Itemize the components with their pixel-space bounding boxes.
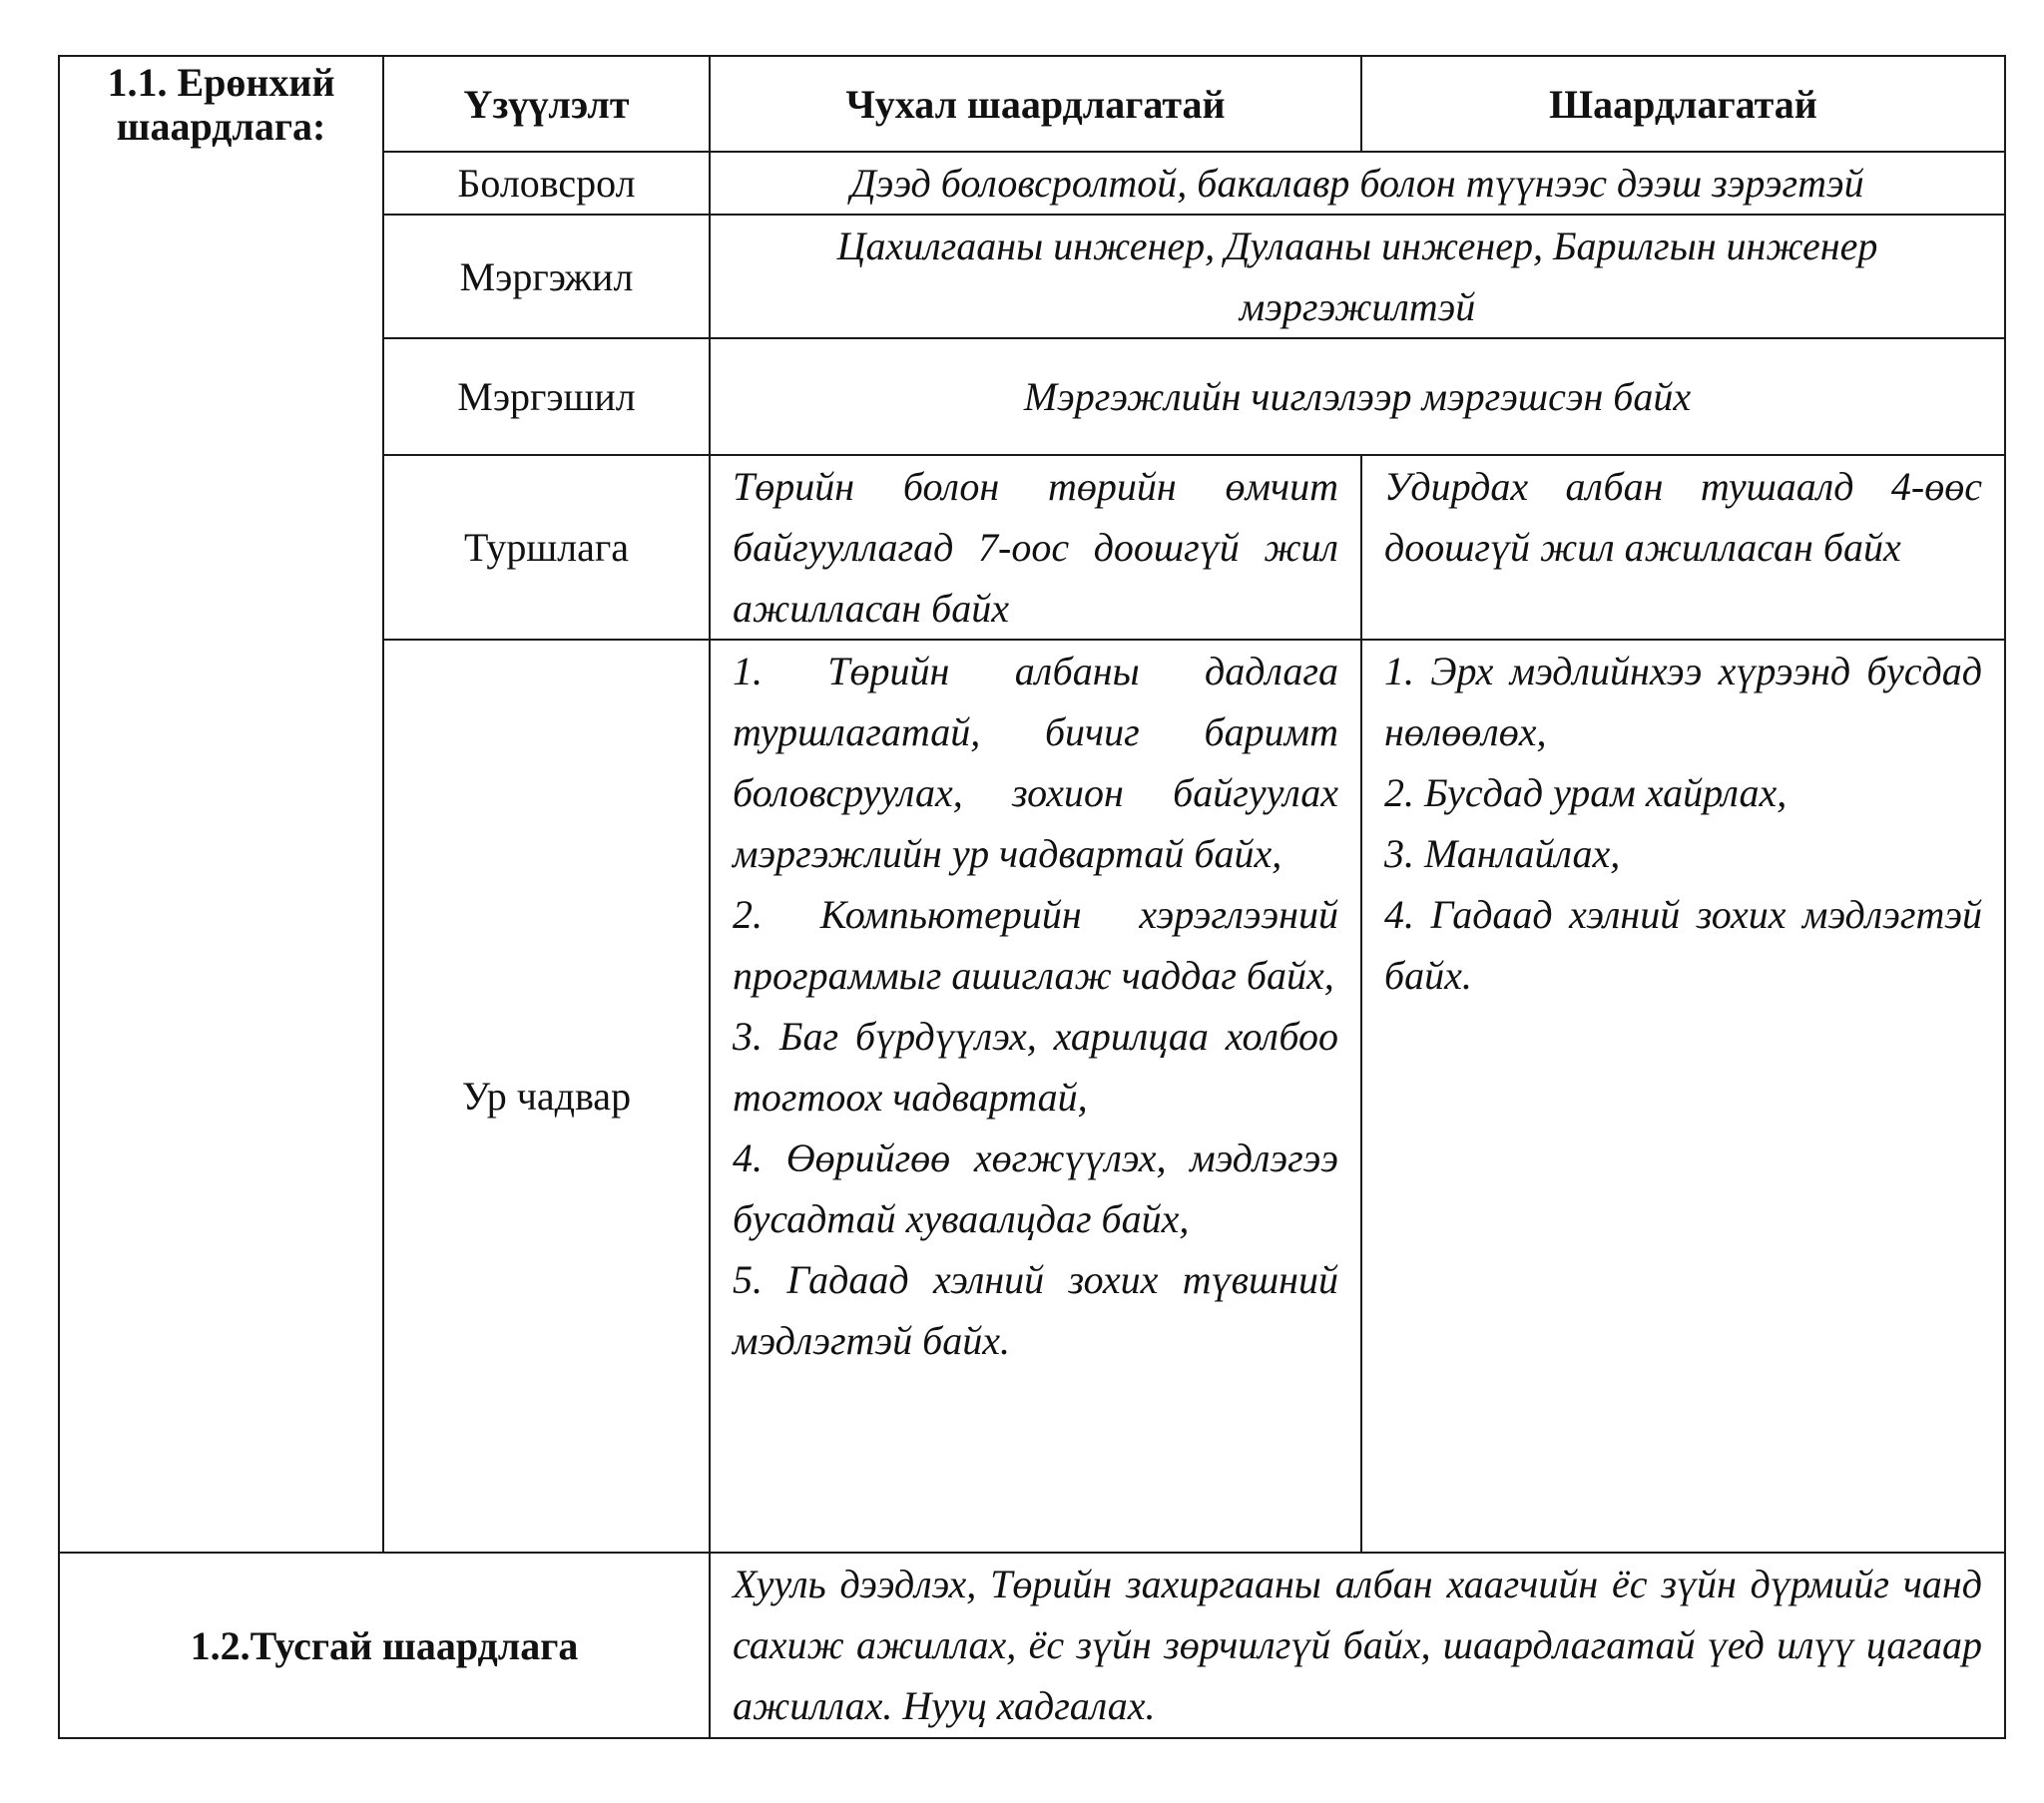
experience-essential: Төрийн болон төрийн өмчит байгууллагад 7-оос доошгүй жил ажилласан байх — [710, 455, 1361, 640]
specialization-label: Мэргэшил — [383, 338, 710, 455]
profession-label: Мэргэжил — [383, 215, 710, 338]
requirements-table — [58, 55, 2006, 1739]
profession-value: Цахилгааны инженер, Дулааны инженер, Барилгын инженер мэргэжилтэй — [710, 215, 2005, 338]
experience-required: Удирдах албан тушаалд 4-өөс доошгүй жил ажилласан байх — [1361, 455, 2005, 640]
skills-essential-item: 1. Төрийн албаны дадлага туршлагатай, бичиг баримт боловсруулах, зохион байгуулах мэргэжлийн ур чадвартай байх, — [733, 649, 1338, 876]
skills-required — [1361, 640, 2005, 1553]
skills-required-item: 4. Гадаад хэлний зохих мэдлэгтэй байх. — [1384, 892, 1982, 998]
education-label: Боловсрол — [383, 152, 710, 215]
skills-essential-item: 2. Компьютерийн хэрэглээний программыг ашиглаж чаддаг байх, — [733, 892, 1338, 998]
skills-essential-item: 3. Баг бүрдүүлэх, харилцаа холбоо тогтоох чадвартай, — [733, 1014, 1338, 1120]
section-general-requirements-title: 1.1. Ерөнхий шаардлага: — [59, 56, 383, 1553]
section-special-requirements-title: 1.2.Тусгай шаардлага — [59, 1553, 710, 1738]
education-value: Дээд боловсролтой, бакалавр болон түүнээс дээш зэрэгтэй — [710, 152, 2005, 215]
skills-essential — [710, 640, 1361, 1553]
header-essential: Чухал шаардлагатай — [710, 56, 1361, 152]
skills-essential-item: 5. Гадаад хэлний зохих түвшний мэдлэгтэй байх. — [733, 1257, 1338, 1363]
skills-essential-item: 4. Өөрийгөө хөгжүүлэх, мэдлэгээ бусадтай хуваалцдаг байх, — [733, 1135, 1338, 1241]
skills-label: Ур чадвар — [383, 640, 710, 1553]
special-requirements-value: Хууль дээдлэх, Төрийн захиргааны албан хаагчийн ёс зүйн дүрмийг чанд сахиж ажиллах, ёс зүйн зөрчилгүй байх, шаардлагатай үед илүү цагаар ажиллах. Нууц хадгалах. — [710, 1553, 2005, 1738]
skills-required-item: 3. Манлайлах, — [1384, 831, 1621, 876]
header-required: Шаардлагатай — [1361, 56, 2005, 152]
skills-required-item: 1. Эрх мэдлийнхээ хүрээнд бусдад нөлөөлөх, — [1384, 649, 1982, 754]
header-indicator: Үзүүлэлт — [383, 56, 710, 152]
experience-label: Туршлага — [383, 455, 710, 640]
specialization-value: Мэргэжлийн чиглэлээр мэргэшсэн байх — [710, 338, 2005, 455]
skills-required-item: 2. Бусдад урам хайрлах, — [1384, 770, 1788, 815]
header-row — [59, 56, 2005, 152]
row-special-requirements — [59, 1553, 2005, 1738]
